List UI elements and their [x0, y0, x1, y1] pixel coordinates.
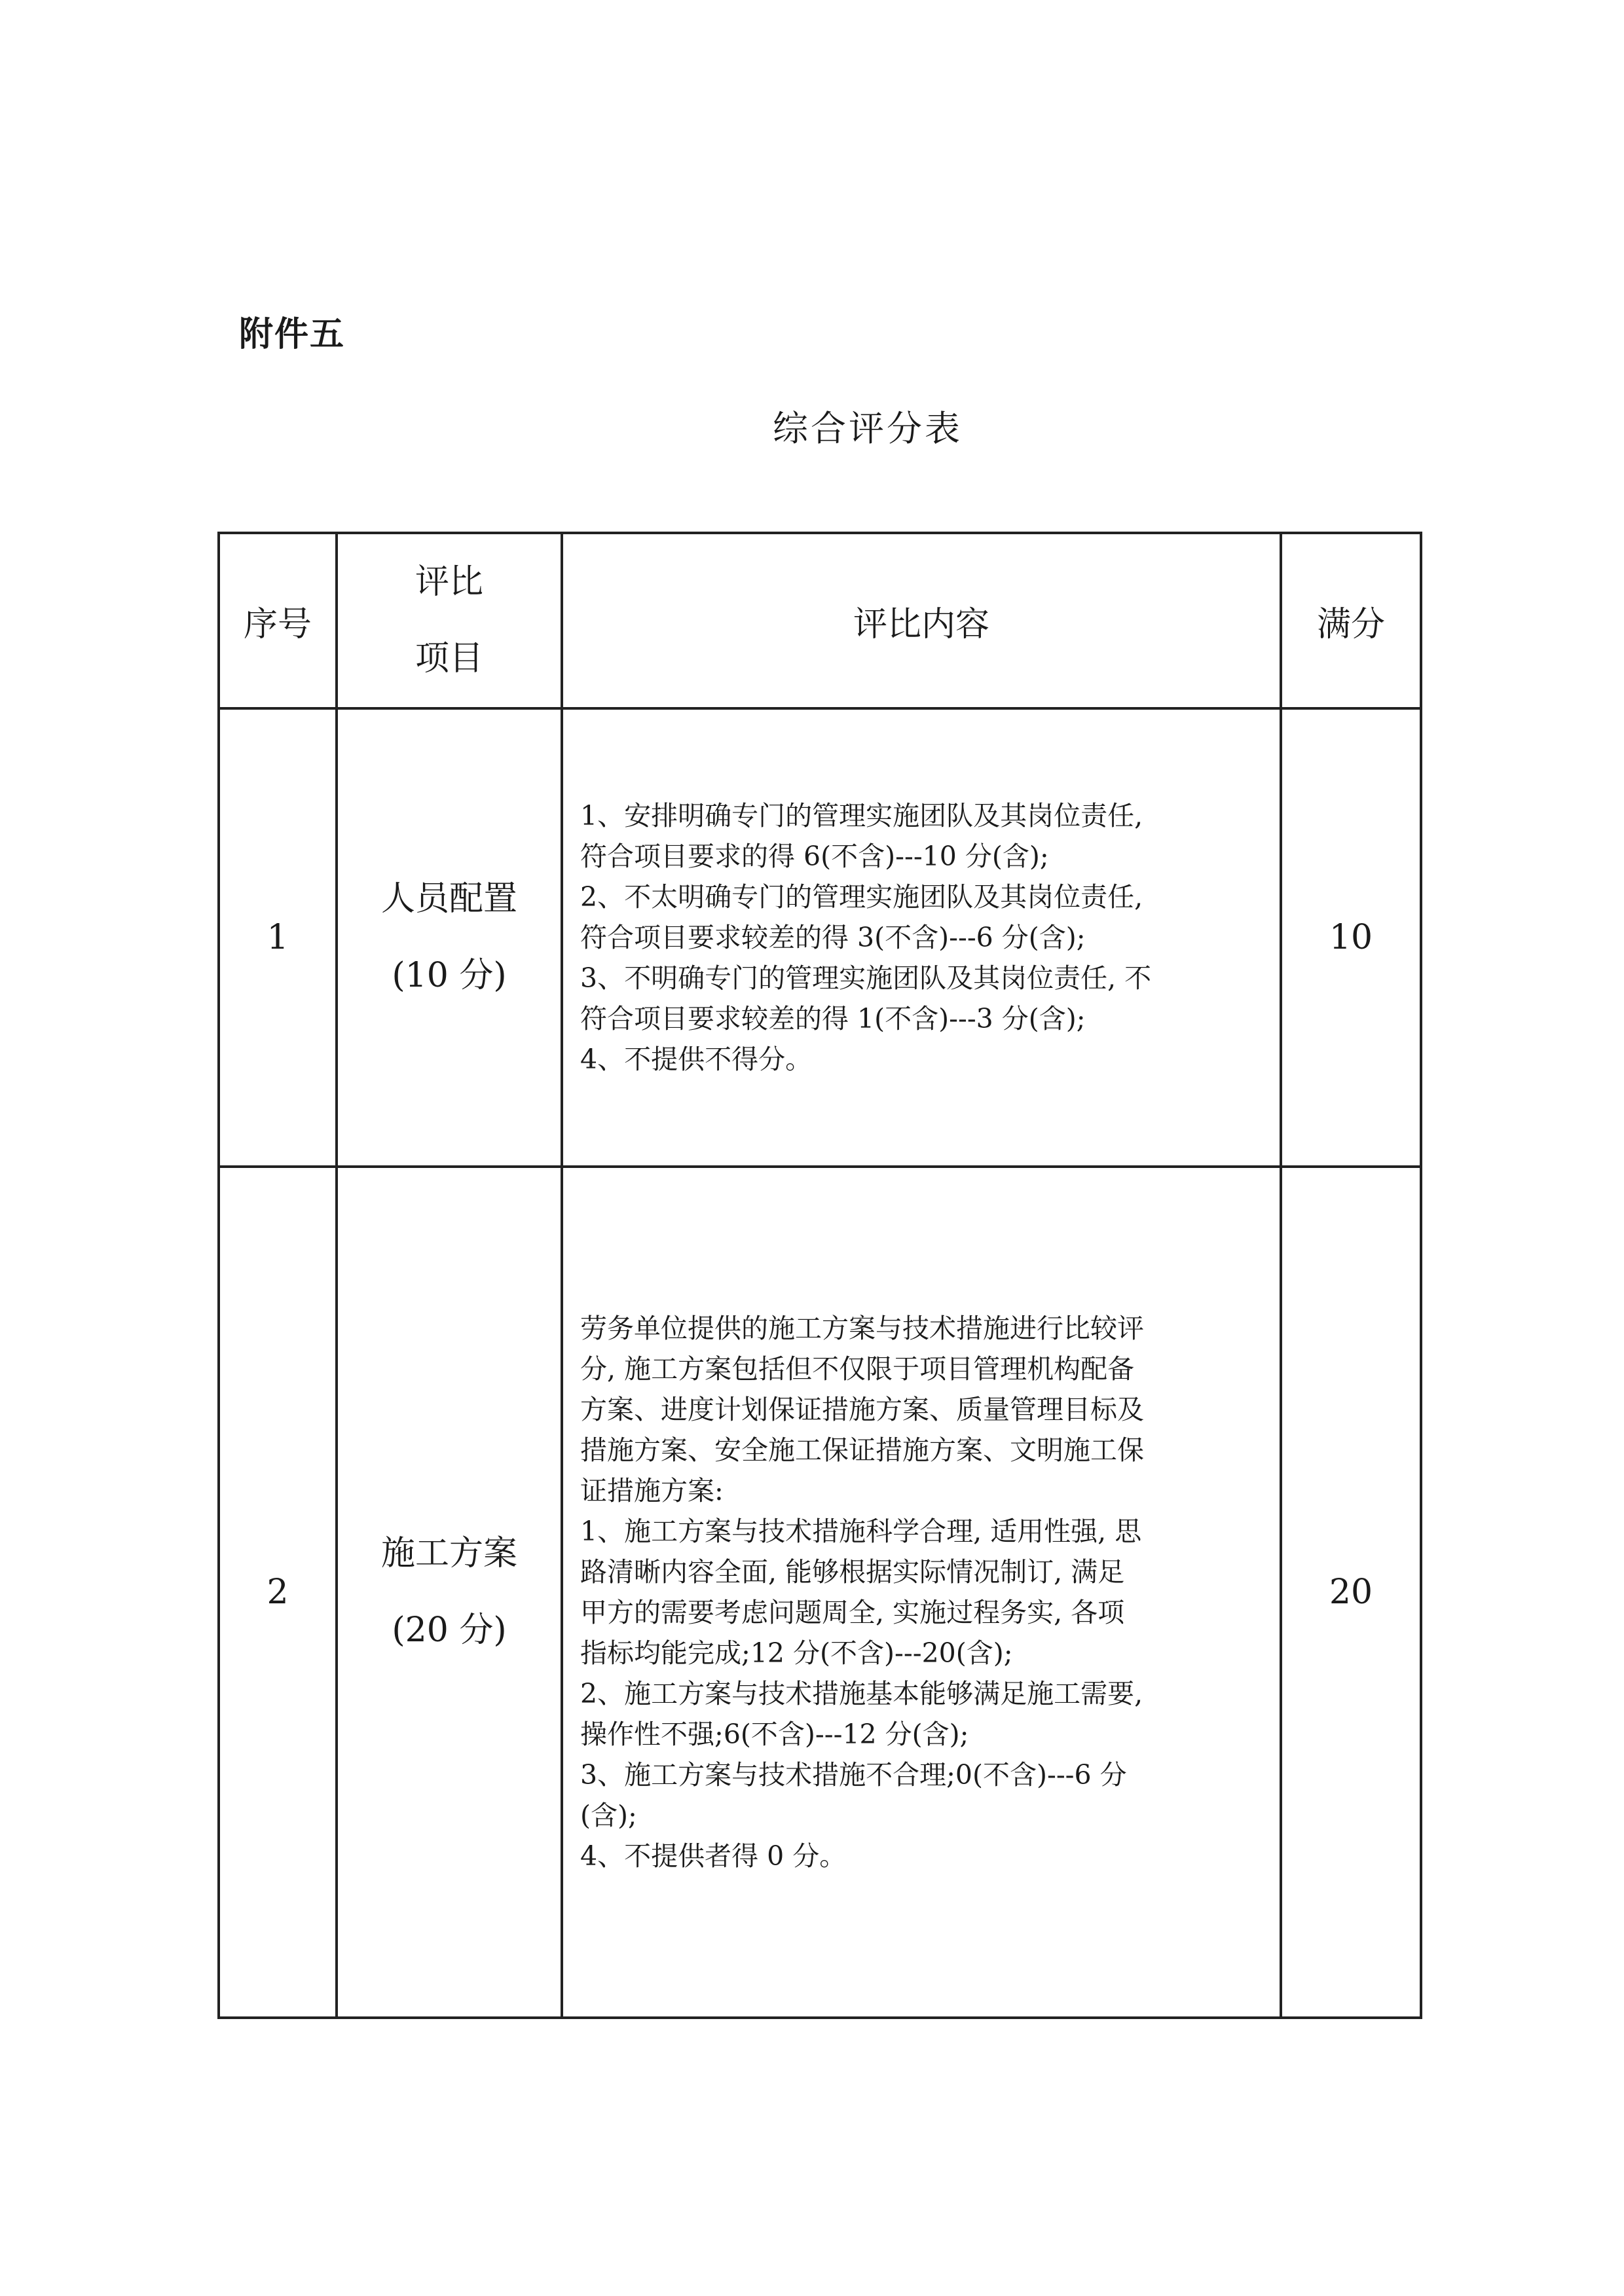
header-item-line1: 评比	[415, 562, 483, 602]
content-line: 4、不提供不得分。	[580, 1044, 813, 1075]
content-line: 4、不提供者得 0 分。	[580, 1840, 847, 1872]
content-line: 措施方案、安全施工保证措施方案、文明施工保	[580, 1434, 1144, 1466]
content-line: 符合项目要求较差的得 3(不含)---6 分(含);	[580, 922, 1086, 953]
row-content	[562, 1167, 1281, 2018]
content-line: 路清晰内容全面, 能够根据实际情况制订, 满足	[580, 1556, 1125, 1588]
scoring-table	[217, 532, 1422, 2019]
table-row	[219, 708, 1421, 1167]
content-line: 3、施工方案与技术措施不合理;0(不含)---6 分	[580, 1759, 1127, 1791]
content-line: 分, 施工方案包括但不仅限于项目管理机构配备	[580, 1353, 1135, 1385]
table-header-row	[219, 533, 1421, 708]
content-line: 劳务单位提供的施工方案与技术措施进行比较评	[580, 1313, 1144, 1344]
content-line: 符合项目要求较差的得 1(不含)---3 分(含);	[580, 1003, 1086, 1034]
row-full-score: 10	[1281, 708, 1421, 1167]
content-line: 甲方的需要考虑问题周全, 实施过程务实, 各项	[580, 1597, 1125, 1628]
content-line: 3、不明确专门的管理实施团队及其岗位责任, 不	[580, 962, 1152, 994]
header-seq: 序号	[219, 533, 337, 708]
item-name: 施工方案	[380, 1534, 517, 1574]
row-content	[562, 708, 1281, 1167]
table-row	[219, 1167, 1421, 2018]
page-title: 综合评分表	[773, 408, 963, 449]
attachment-label: 附件五	[239, 315, 346, 354]
header-full-score: 满分	[1281, 533, 1421, 708]
item-name: 人员配置	[380, 879, 517, 919]
content-line: 2、施工方案与技术措施基本能够满足施工需要,	[580, 1678, 1143, 1709]
row-item	[337, 708, 562, 1167]
row-full-score: 20	[1281, 1167, 1421, 2018]
header-content: 评比内容	[562, 533, 1281, 708]
content-line: 符合项目要求的得 6(不含)---10 分(含);	[580, 841, 1049, 872]
item-points: (10 分)	[392, 956, 507, 995]
row-seq: 1	[219, 708, 337, 1167]
row-item	[337, 1167, 562, 2018]
content-line: (含);	[580, 1800, 637, 1831]
content-line: 1、安排明确专门的管理实施团队及其岗位责任,	[580, 800, 1143, 831]
content-line: 证措施方案:	[580, 1475, 724, 1506]
item-points: (20 分)	[392, 1611, 507, 1650]
content-line: 1、施工方案与技术措施科学合理, 适用性强, 思	[580, 1516, 1142, 1547]
content-line: 操作性不强;6(不含)---12 分(含);	[580, 1719, 969, 1750]
content-line: 2、不太明确专门的管理实施团队及其岗位责任,	[580, 881, 1143, 913]
header-item-line2: 项目	[415, 639, 483, 678]
header-item	[337, 533, 562, 708]
row-seq: 2	[219, 1167, 337, 2018]
content-line: 指标均能完成;12 分(不含)---20(含);	[580, 1637, 1013, 1669]
content-line: 方案、进度计划保证措施方案、质量管理目标及	[580, 1394, 1144, 1425]
